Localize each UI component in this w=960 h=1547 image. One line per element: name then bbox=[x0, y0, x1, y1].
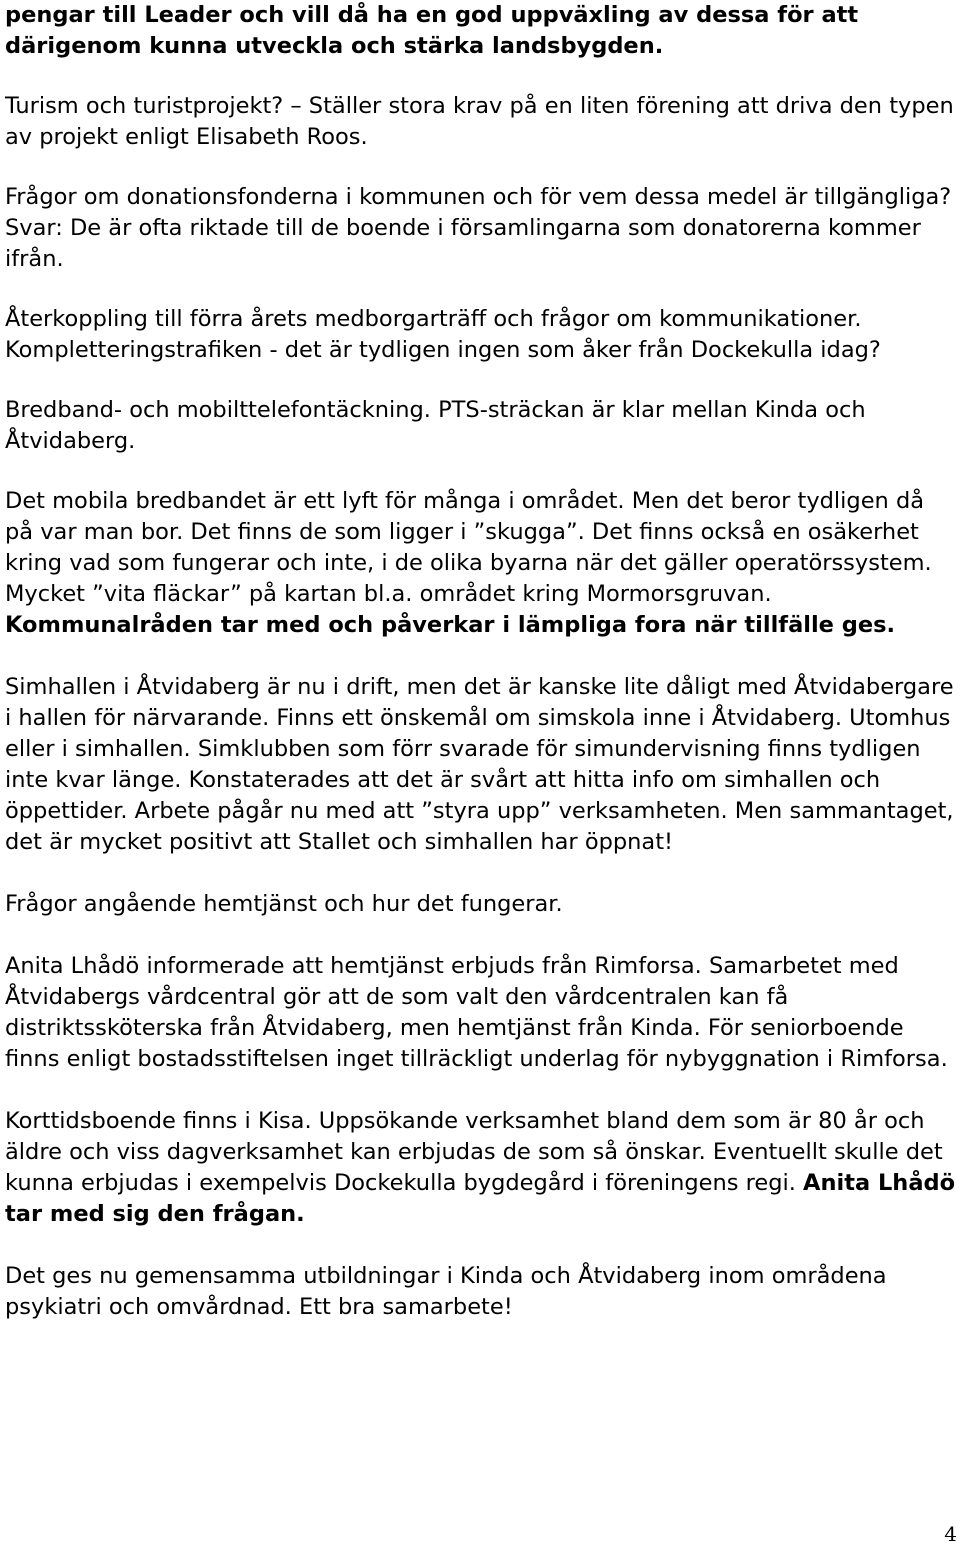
paragraph-hemtjanst-fraga: Frågor angående hemtjänst och hur det fungerar. bbox=[5, 891, 563, 917]
paragraph-simhallen: Simhallen i Åtvidaberg är nu i drift, men det är kanske lite dåligt med Åtvidabergare i hallen för närvarande. Finns ett önskemål om simskola inne i Åtvidaberg. Utomhus eller i simhallen. Simklubben som förr svarade för simundervisning finns tydligen inte kvar länge. Konstaterades att det är svårt att hitta info om simhallen och öppettider. Arbete pågår nu med att ”styra upp” verksamheten. Men sammantaget, det är mycket positivt att Stallet och simhallen har öppnat! bbox=[5, 674, 954, 855]
paragraph-turism: Turism och turistprojekt? – Ställer stora krav på en liten förening att driva den typen av projekt enligt Elisabeth Roos. bbox=[5, 93, 954, 150]
paragraph-utbildningar: Det ges nu gemensamma utbildningar i Kinda och Åtvidaberg inom områdena psykiatri och omvårdnad. Ett bra samarbete! bbox=[5, 1263, 887, 1320]
paragraph-kommunikationer: Återkoppling till förra årets medborgarträff och frågor om kommunikationer. Kompletteringstrafiken - det är tydligen ingen som åker från Dockekulla idag? bbox=[5, 306, 881, 363]
paragraph-korttidsboende-action: Anita Lhådö tar med sig den frågan. bbox=[5, 1170, 956, 1227]
paragraph-korttidsboende-text: Korttidsboende finns i Kisa. Uppsökande verksamhet bland dem som är 80 år och äldre och viss dagverksamhet kan erbjudas de som så önskar. Eventuellt skulle det kunna erbjudas i exempelvis Dockekulla bygdegård i föreningens regi. bbox=[5, 1108, 943, 1196]
paragraph-bredband: Bredband- och mobilttelefontäckning. PTS-sträckan är klar mellan Kinda och Åtvidaberg. bbox=[5, 397, 866, 454]
paragraph-hemtjanst: Anita Lhådö informerade att hemtjänst erbjuds från Rimforsa. Samarbetet med Åtvidabergs vårdcentral gör att de som valt den vårdcentralen kan få distriktssköterska från Åtvidaberg, men hemtjänst från Kinda. För seniorboende finns enligt bostadsstiftelsen inget tillräckligt underlag för nybyggnation i Rimforsa. bbox=[5, 953, 948, 1072]
paragraph-leader: pengar till Leader och vill då ha en god uppväxling av dessa för att därigenom kunna utveckla och stärka landsbygden. bbox=[5, 2, 859, 59]
document-page bbox=[5, 0, 957, 1323]
paragraph-mobilt-bredband-action: Kommunalråden tar med och påverkar i lämpliga fora när tillfälle ges. bbox=[5, 612, 896, 638]
paragraph-mobilt-bredband bbox=[5, 486, 957, 641]
paragraph-korttidsboende bbox=[5, 1106, 957, 1230]
paragraph-donationsfonder: Frågor om donationsfonderna i kommunen och för vem dessa medel är tillgängliga? Svar: De är ofta riktade till de boende i församlingarna som donatorerna kommer ifrån. bbox=[5, 184, 952, 272]
page-number: 4 bbox=[944, 1522, 957, 1546]
paragraph-mobilt-bredband-text: Det mobila bredbandet är ett lyft för många i området. Men det beror tydligen då på var man bor. Det finns de som ligger i ”skugga”. Det finns också en osäkerhet kring vad som fungerar och inte, i de olika byarna när det gäller operatörssystem. Mycket ”vita fläckar” på kartan bl.a. området kring Mormorsgruvan. bbox=[5, 488, 932, 607]
